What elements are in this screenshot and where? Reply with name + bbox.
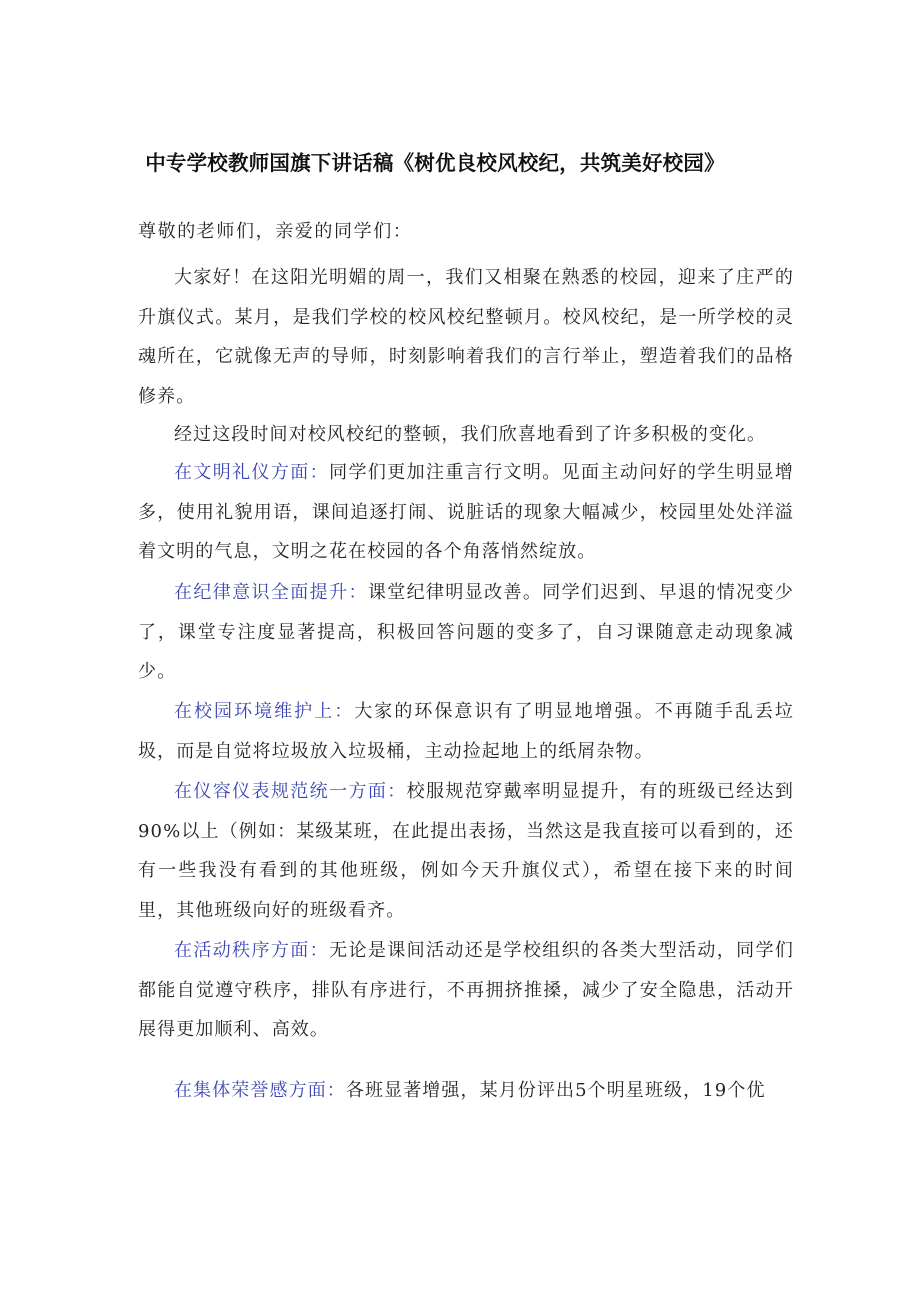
paragraph-collective-honor bbox=[138, 1071, 794, 1111]
paragraph-changes-intro bbox=[138, 415, 794, 455]
paragraph-lead: 在校园环境维护上： bbox=[174, 701, 355, 722]
paragraph-appearance bbox=[138, 772, 794, 930]
paragraph-discipline bbox=[138, 573, 794, 692]
paragraph-text: 校服规范穿戴率明显提升，有的班级已经达到90%以上（例如：某级某班，在此提出表扬，当然这是我直接可以看到的，还有一些我没有看到的其他班级，例如今天升旗仪式），希望在接下来的时间里，其他班级向好的班级看齐。 bbox=[138, 781, 794, 921]
paragraph-etiquette bbox=[138, 453, 794, 572]
paragraph-lead: 在文明礼仪方面： bbox=[174, 462, 330, 483]
paragraph-lead: 在集体荣誉感方面： bbox=[174, 1080, 346, 1101]
document-title: 中专学校教师国旗下讲话稿《树优良校风校纪，共筑美好校园》 bbox=[145, 151, 725, 175]
paragraph-lead: 在纪律意识全面提升： bbox=[174, 582, 368, 603]
paragraph-text: 大家好！在这阳光明媚的周一，我们又相聚在熟悉的校园，迎来了庄严的升旗仪式。某月，是我们学校的校风校纪整顿月。校风校纪，是一所学校的灵魂所在，它就像无声的导师，时刻影响着我们的言行举止，塑造着我们的品格修养。 bbox=[138, 267, 794, 407]
paragraph-environment bbox=[138, 692, 794, 771]
paragraph-text: 大家的环保意识有了明显地增强。不再随手乱丢垃圾，而是自觉将垃圾放入垃圾桶，主动捡起地上的纸屑杂物。 bbox=[138, 701, 795, 762]
salutation: 尊敬的老师们，亲爱的同学们： bbox=[138, 221, 413, 242]
paragraph-lead: 在活动秩序方面： bbox=[174, 940, 330, 961]
paragraph-text: 各班显著增强，某月份评出5个明星班级，19个优 bbox=[345, 1080, 766, 1101]
paragraph-lead: 在仪容仪表规范统一方面： bbox=[174, 781, 407, 802]
paragraph-text: 经过这段时间对校风校纪的整顿，我们欣喜地看到了许多积极的变化。 bbox=[174, 424, 767, 445]
paragraph-activity-order bbox=[138, 931, 794, 1050]
paragraph-text: 课堂纪律明显改善。同学们迟到、早退的情况变少了，课堂专注度显著提高，积极回答问题的变多了，自习课随意走动现象减少。 bbox=[138, 582, 795, 683]
paragraph-text: 同学们更加注重言行文明。见面主动问好的学生明显增多，使用礼貌用语，课间追逐打闹、说脏话的现象大幅减少，校园里处处洋溢着文明的气息，文明之花在校园的各个角落悄然绽放。 bbox=[138, 462, 794, 563]
paragraph-text: 无论是课间活动还是学校组织的各类大型活动，同学们都能自觉遵守秩序，排队有序进行，不再拥挤推搡，减少了安全隐患，活动开展得更加顺利、高效。 bbox=[138, 940, 794, 1041]
paragraph-greeting bbox=[138, 258, 794, 416]
